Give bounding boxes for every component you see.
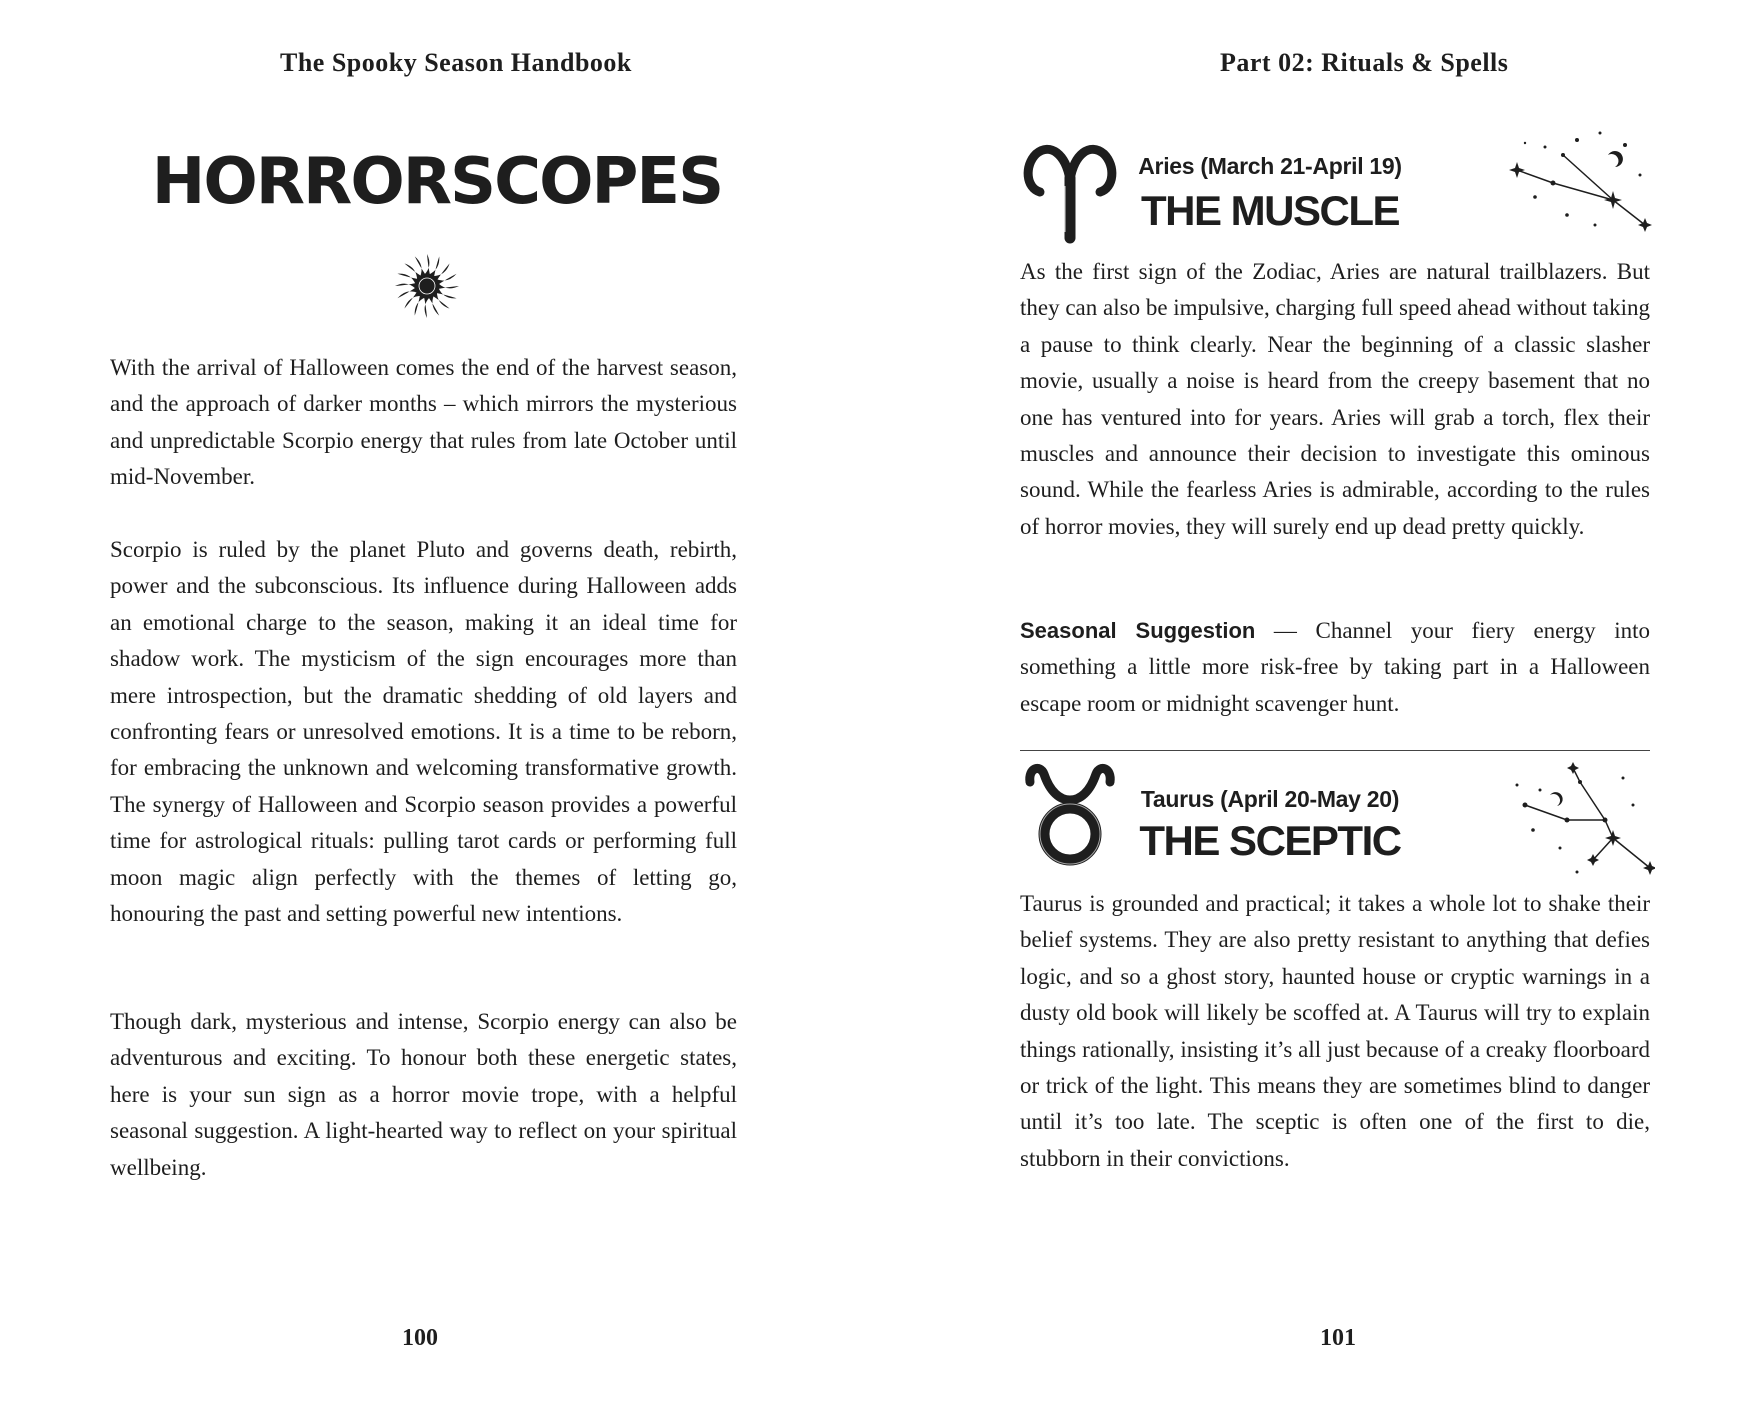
taurus-dates: Taurus (April 20-May 20) xyxy=(1140,786,1400,812)
left-page xyxy=(0,0,874,1402)
running-head: The Spooky Season Handbook xyxy=(280,48,632,77)
page-title: HORRORSCOPES xyxy=(151,145,723,219)
aries-trope: THE MUSCLE xyxy=(1141,187,1399,234)
sun-icon xyxy=(393,252,461,320)
taurus-constellation-icon xyxy=(1505,760,1655,880)
suggestion-text: — Channel your fiery energy into something a little more risk-free by taking part in a Halloween escape room or midnight scavenger hunt. xyxy=(1020,618,1650,716)
paragraph-text: Scorpio is ruled by the planet Pluto and governs death, rebirth, power and the subconscious. Its influence during Halloween adds an emotional charge to the season, making it an ideal time for shadow work. The mysticism of the sign encourages more than mere introspection, but the dramatic shedding of old layers and confronting fears or unresolved emotions. It is a time to be reborn, for embracing the unknown and welcoming transformative growth. The synergy of Halloween and Scorpio season provides a powerful time for astrological rituals: pulling tarot cards or performing full moon magic align perfectly with the themes of letting go, honouring the past and setting powerful new intentions. xyxy=(110,537,737,927)
aries-constellation-icon xyxy=(1505,125,1655,235)
paragraph-text: With the arrival of Halloween comes the end of the harvest season, and the approach of darker months – which mirrors the mysterious and unpredictable Scorpio energy that rules from late October until mid-November. xyxy=(110,355,737,490)
scorpio-paragraph xyxy=(110,532,737,932)
paragraph-text: As the first sign of the Zodiac, Aries are natural trailblazers. But they can also be impulsive, charging full speed ahead without taking a pause to think clearly. Near the beginning of a classic slasher movie, usually a noise is heard from the creepy basement that no one has ventured into for years. Aries will grab a torch, flex their muscles and announce their decision to investigate this ominous sound. While the fearless Aries is admirable, according to the rules of horror movies, they will surely end up dead pretty quickly. xyxy=(1020,259,1650,539)
running-head: Part 02: Rituals & Spells xyxy=(1220,48,1509,77)
taurus-trope: THE SCEPTIC xyxy=(1139,817,1401,864)
aries-suggestion xyxy=(1020,613,1650,722)
paragraph-text: Taurus is grounded and practical; it takes a whole lot to shake their belief systems. They are also pretty resistant to anything that defies logic, and so a ghost story, haunted house or cryptic warnings in a dusty old book will likely be scoffed at. A Taurus will try to explain things rationally, insisting it’s all just because of a creaky floorboard or trick of the light. This means they are sometimes blind to danger until it’s too late. The sceptic is often one of the first to die, stubborn in their convictions. xyxy=(1020,891,1650,1171)
paragraph-text: Though dark, mysterious and intense, Scorpio energy can also be adventurous and exciting. To honour both these energetic states, here is your sun sign as a horror movie trope, with a helpful seasonal suggestion. A light-hearted way to reflect on your spiritual wellbeing. xyxy=(110,1009,737,1180)
suggestion-paragraph xyxy=(1020,613,1650,722)
taurus-description xyxy=(1020,886,1650,1177)
suggestion-label: Seasonal Suggestion xyxy=(1020,618,1256,643)
right-page xyxy=(875,0,1749,1402)
page-number: 101 xyxy=(1320,1325,1356,1351)
page-number: 100 xyxy=(402,1325,438,1351)
aries-dates: Aries (March 21-April 19) xyxy=(1138,153,1402,179)
closing-paragraph xyxy=(110,1004,737,1186)
intro-paragraph xyxy=(110,350,737,496)
section-divider xyxy=(1020,750,1650,751)
aries-description xyxy=(1020,254,1650,545)
